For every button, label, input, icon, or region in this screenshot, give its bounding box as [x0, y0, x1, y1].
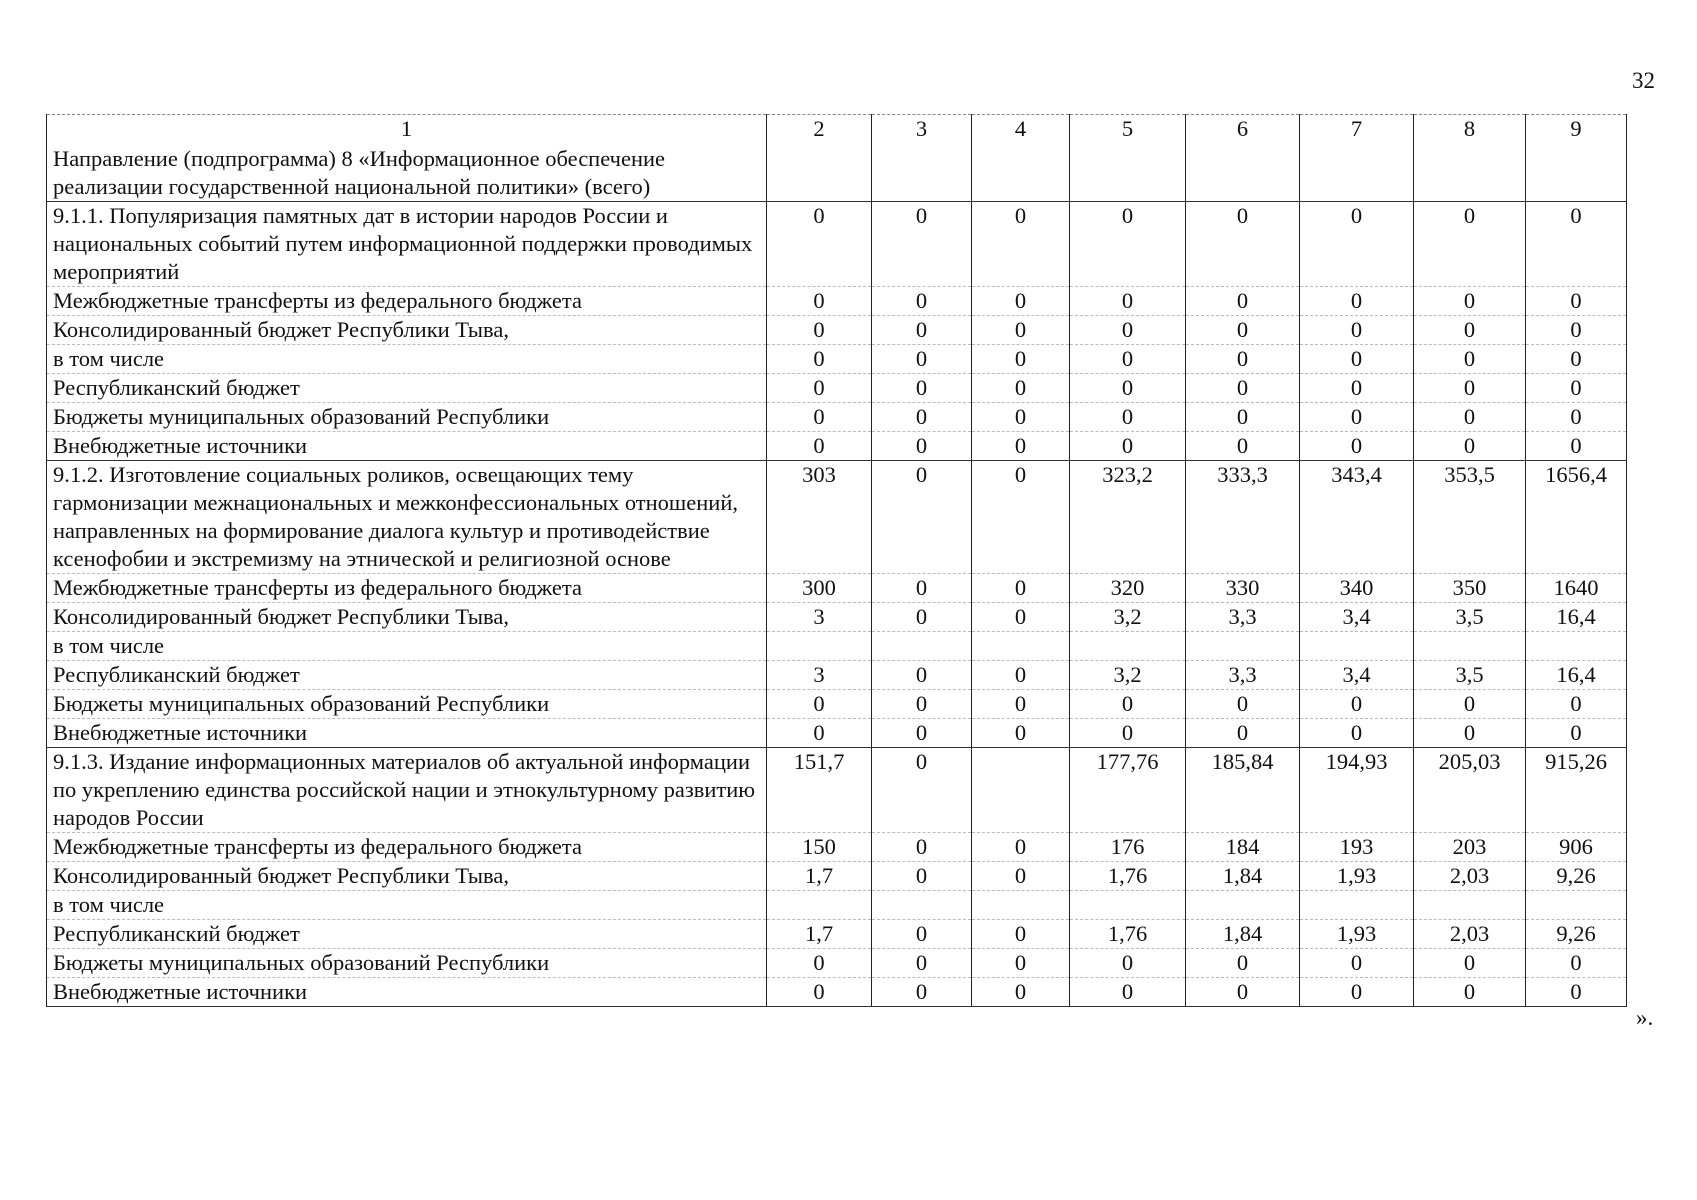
row-value-col-3: 0 [872, 661, 972, 690]
row-label: Направление (подпрограмма) 8 «Информационное обеспечение реализации государственной национальной политики» (всего) [47, 145, 767, 202]
row-label: Бюджеты муниципальных образований Республики [47, 403, 767, 432]
row-value-col-5 [1070, 632, 1186, 661]
row-value-col-2: 0 [767, 202, 872, 287]
row-value-col-4: 0 [972, 316, 1070, 345]
row-value-col-2: 0 [767, 287, 872, 316]
row-value-col-2: 0 [767, 949, 872, 978]
row-value-col-2: 0 [767, 316, 872, 345]
column-header-3: 3 [872, 115, 972, 146]
row-value-col-9: 0 [1526, 403, 1627, 432]
row-value-col-9: 906 [1526, 833, 1627, 862]
row-value-col-5: 0 [1070, 719, 1186, 748]
row-value-col-6: 333,3 [1186, 461, 1300, 574]
row-value-col-7: 193 [1300, 833, 1414, 862]
row-value-col-9 [1526, 632, 1627, 661]
row-value-col-5: 0 [1070, 345, 1186, 374]
row-value-col-8: 350 [1414, 574, 1526, 603]
row-value-col-4: 0 [972, 949, 1070, 978]
row-value-col-3: 0 [872, 574, 972, 603]
row-value-col-7: 0 [1300, 403, 1414, 432]
row-label: 9.1.1. Популяризация памятных дат в истории народов России и национальных событий путем информационной поддержки проводимых мероприятий [47, 202, 767, 287]
row-value-col-7: 194,93 [1300, 748, 1414, 833]
row-value-col-6: 0 [1186, 432, 1300, 461]
row-value-col-4: 0 [972, 461, 1070, 574]
row-value-col-3 [872, 632, 972, 661]
row-value-col-7: 0 [1300, 287, 1414, 316]
row-value-col-2: 0 [767, 719, 872, 748]
row-value-col-5: 0 [1070, 374, 1186, 403]
row-value-col-8: 353,5 [1414, 461, 1526, 574]
row-value-col-9: 1656,4 [1526, 461, 1627, 574]
table-row [47, 316, 1627, 345]
row-value-col-9: 0 [1526, 345, 1627, 374]
row-value-col-3 [872, 145, 972, 202]
row-value-col-4: 0 [972, 574, 1070, 603]
row-label: Внебюджетные источники [47, 432, 767, 461]
row-value-col-8: 0 [1414, 345, 1526, 374]
row-value-col-4: 0 [972, 862, 1070, 891]
row-value-col-7: 0 [1300, 316, 1414, 345]
row-value-col-7: 0 [1300, 202, 1414, 287]
row-label: Консолидированный бюджет Республики Тыва, [47, 862, 767, 891]
row-value-col-6: 330 [1186, 574, 1300, 603]
closing-quote-mark: ». [1636, 1005, 1654, 1030]
row-value-col-4: 0 [972, 202, 1070, 287]
row-value-col-8: 2,03 [1414, 862, 1526, 891]
row-value-col-9: 0 [1526, 978, 1627, 1007]
row-value-col-5: 1,76 [1070, 862, 1186, 891]
row-value-col-3: 0 [872, 345, 972, 374]
column-header-7: 7 [1300, 115, 1414, 146]
row-value-col-2: 0 [767, 432, 872, 461]
row-value-col-9: 0 [1526, 374, 1627, 403]
row-value-col-8: 0 [1414, 316, 1526, 345]
row-label: 9.1.2. Изготовление социальных роликов, освещающих тему гармонизации межнациональных и межконфессиональных отношений, направленных на формирование диалога культур и противодействие ксенофобии и экстремизму на этнической и религиозной основе [47, 461, 767, 574]
row-value-col-9: 0 [1526, 287, 1627, 316]
row-value-col-6: 0 [1186, 949, 1300, 978]
table-header-row [47, 115, 1627, 146]
row-value-col-2: 151,7 [767, 748, 872, 833]
table-row [47, 833, 1627, 862]
row-value-col-6: 0 [1186, 690, 1300, 719]
table-row [47, 661, 1627, 690]
row-value-col-9: 9,26 [1526, 862, 1627, 891]
budget-table [46, 114, 1627, 1007]
row-value-col-5: 0 [1070, 978, 1186, 1007]
row-label: Межбюджетные трансферты из федерального бюджета [47, 833, 767, 862]
table-row [47, 920, 1627, 949]
row-value-col-6: 0 [1186, 287, 1300, 316]
column-header-2: 2 [767, 115, 872, 146]
row-value-col-7: 0 [1300, 345, 1414, 374]
row-value-col-2: 0 [767, 374, 872, 403]
row-label: Внебюджетные источники [47, 719, 767, 748]
row-value-col-7: 1,93 [1300, 862, 1414, 891]
row-value-col-6: 0 [1186, 374, 1300, 403]
row-value-col-8: 0 [1414, 690, 1526, 719]
column-header-6: 6 [1186, 115, 1300, 146]
row-label: Бюджеты муниципальных образований Республики [47, 690, 767, 719]
row-value-col-5: 176 [1070, 833, 1186, 862]
row-value-col-2: 1,7 [767, 920, 872, 949]
row-value-col-6: 0 [1186, 316, 1300, 345]
row-value-col-4: 0 [972, 345, 1070, 374]
row-value-col-6: 0 [1186, 345, 1300, 374]
row-value-col-8: 3,5 [1414, 603, 1526, 632]
row-value-col-8: 3,5 [1414, 661, 1526, 690]
row-value-col-7: 0 [1300, 719, 1414, 748]
column-header-4: 4 [972, 115, 1070, 146]
row-value-col-8: 0 [1414, 287, 1526, 316]
row-value-col-4: 0 [972, 374, 1070, 403]
row-value-col-5: 0 [1070, 202, 1186, 287]
row-value-col-4: 0 [972, 920, 1070, 949]
row-label: в том числе [47, 891, 767, 920]
row-value-col-9: 0 [1526, 432, 1627, 461]
table-row [47, 891, 1627, 920]
row-value-col-5: 0 [1070, 403, 1186, 432]
row-value-col-3 [872, 891, 972, 920]
row-value-col-7 [1300, 891, 1414, 920]
row-label: в том числе [47, 632, 767, 661]
row-label: Бюджеты муниципальных образований Республики [47, 949, 767, 978]
row-value-col-2 [767, 145, 872, 202]
table-row [47, 949, 1627, 978]
row-value-col-5: 3,2 [1070, 603, 1186, 632]
row-value-col-8: 0 [1414, 202, 1526, 287]
row-value-col-8: 0 [1414, 719, 1526, 748]
row-value-col-6: 3,3 [1186, 661, 1300, 690]
row-value-col-3: 0 [872, 690, 972, 719]
table-row [47, 719, 1627, 748]
row-value-col-2: 0 [767, 978, 872, 1007]
column-header-8: 8 [1414, 115, 1526, 146]
row-value-col-8 [1414, 145, 1526, 202]
row-value-col-3: 0 [872, 920, 972, 949]
row-value-col-6 [1186, 891, 1300, 920]
row-value-col-6 [1186, 145, 1300, 202]
row-value-col-7: 0 [1300, 690, 1414, 719]
row-value-col-3: 0 [872, 719, 972, 748]
table-row [47, 403, 1627, 432]
row-label: Межбюджетные трансферты из федерального бюджета [47, 287, 767, 316]
row-value-col-8: 0 [1414, 403, 1526, 432]
row-value-col-7: 0 [1300, 374, 1414, 403]
row-value-col-2 [767, 891, 872, 920]
row-value-col-3: 0 [872, 748, 972, 833]
row-value-col-3: 0 [872, 978, 972, 1007]
row-value-col-2: 300 [767, 574, 872, 603]
row-value-col-5: 323,2 [1070, 461, 1186, 574]
row-value-col-3: 0 [872, 949, 972, 978]
row-value-col-4: 0 [972, 719, 1070, 748]
row-value-col-7: 0 [1300, 949, 1414, 978]
row-value-col-3: 0 [872, 432, 972, 461]
row-value-col-6: 1,84 [1186, 920, 1300, 949]
row-label: Внебюджетные источники [47, 978, 767, 1007]
row-value-col-3: 0 [872, 403, 972, 432]
table-row [47, 145, 1627, 202]
row-value-col-4 [972, 748, 1070, 833]
row-value-col-2: 3 [767, 661, 872, 690]
row-label: Консолидированный бюджет Республики Тыва, [47, 603, 767, 632]
row-value-col-6: 184 [1186, 833, 1300, 862]
column-header-5: 5 [1070, 115, 1186, 146]
row-value-col-2: 150 [767, 833, 872, 862]
row-value-col-7: 343,4 [1300, 461, 1414, 574]
row-value-col-8 [1414, 891, 1526, 920]
column-header-9: 9 [1526, 115, 1627, 146]
row-value-col-4 [972, 632, 1070, 661]
row-value-col-8: 2,03 [1414, 920, 1526, 949]
table-body [47, 145, 1627, 1007]
row-value-col-9 [1526, 145, 1627, 202]
row-value-col-7: 340 [1300, 574, 1414, 603]
row-value-col-3: 0 [872, 461, 972, 574]
row-value-col-9: 9,26 [1526, 920, 1627, 949]
row-value-col-5: 3,2 [1070, 661, 1186, 690]
row-value-col-3: 0 [872, 833, 972, 862]
row-value-col-8: 205,03 [1414, 748, 1526, 833]
row-value-col-5: 177,76 [1070, 748, 1186, 833]
row-value-col-5: 0 [1070, 949, 1186, 978]
row-value-col-4: 0 [972, 978, 1070, 1007]
table-row [47, 432, 1627, 461]
row-value-col-2: 3 [767, 603, 872, 632]
row-value-col-6: 3,3 [1186, 603, 1300, 632]
column-header-1: 1 [47, 115, 767, 146]
row-value-col-9: 1640 [1526, 574, 1627, 603]
row-value-col-2: 0 [767, 345, 872, 374]
table-row [47, 690, 1627, 719]
row-value-col-9: 915,26 [1526, 748, 1627, 833]
row-label: Консолидированный бюджет Республики Тыва, [47, 316, 767, 345]
row-label: 9.1.3. Издание информационных материалов об актуальной информации по укреплению единства российской нации и этнокультурному развитию народов России [47, 748, 767, 833]
row-value-col-2: 303 [767, 461, 872, 574]
row-value-col-8: 0 [1414, 374, 1526, 403]
table-row [47, 461, 1627, 574]
row-value-col-7 [1300, 145, 1414, 202]
row-value-col-5: 0 [1070, 690, 1186, 719]
row-value-col-4: 0 [972, 661, 1070, 690]
row-value-col-7: 3,4 [1300, 661, 1414, 690]
table-row [47, 603, 1627, 632]
row-value-col-9: 0 [1526, 719, 1627, 748]
table-row [47, 287, 1627, 316]
row-value-col-4: 0 [972, 603, 1070, 632]
table-row [47, 345, 1627, 374]
row-label: Республиканский бюджет [47, 374, 767, 403]
row-value-col-9: 0 [1526, 316, 1627, 345]
row-value-col-8: 0 [1414, 432, 1526, 461]
row-value-col-5 [1070, 891, 1186, 920]
table-row [47, 748, 1627, 833]
row-value-col-5: 1,76 [1070, 920, 1186, 949]
row-value-col-5: 0 [1070, 316, 1186, 345]
row-value-col-7: 1,93 [1300, 920, 1414, 949]
row-value-col-4 [972, 145, 1070, 202]
row-value-col-4: 0 [972, 690, 1070, 719]
row-value-col-8: 0 [1414, 978, 1526, 1007]
row-value-col-5: 0 [1070, 287, 1186, 316]
row-value-col-3: 0 [872, 202, 972, 287]
row-value-col-4 [972, 891, 1070, 920]
row-value-col-2 [767, 632, 872, 661]
row-value-col-6: 0 [1186, 202, 1300, 287]
row-value-col-6 [1186, 632, 1300, 661]
row-value-col-9: 0 [1526, 690, 1627, 719]
row-value-col-7: 0 [1300, 432, 1414, 461]
table-row [47, 978, 1627, 1007]
row-value-col-4: 0 [972, 833, 1070, 862]
budget-table-container [46, 114, 1627, 1007]
row-value-col-3: 0 [872, 287, 972, 316]
row-value-col-9: 0 [1526, 202, 1627, 287]
table-row [47, 374, 1627, 403]
row-value-col-4: 0 [972, 403, 1070, 432]
row-value-col-8: 203 [1414, 833, 1526, 862]
table-row [47, 202, 1627, 287]
row-value-col-8: 0 [1414, 949, 1526, 978]
row-value-col-3: 0 [872, 316, 972, 345]
row-value-col-3: 0 [872, 862, 972, 891]
row-label: в том числе [47, 345, 767, 374]
row-value-col-5 [1070, 145, 1186, 202]
row-value-col-3: 0 [872, 374, 972, 403]
row-value-col-9: 0 [1526, 949, 1627, 978]
row-value-col-7 [1300, 632, 1414, 661]
table-row [47, 632, 1627, 661]
row-value-col-6: 185,84 [1186, 748, 1300, 833]
row-value-col-3: 0 [872, 603, 972, 632]
row-value-col-7: 3,4 [1300, 603, 1414, 632]
row-value-col-2: 1,7 [767, 862, 872, 891]
row-label: Межбюджетные трансферты из федерального бюджета [47, 574, 767, 603]
row-label: Республиканский бюджет [47, 661, 767, 690]
row-value-col-5: 320 [1070, 574, 1186, 603]
row-value-col-9: 16,4 [1526, 661, 1627, 690]
row-value-col-5: 0 [1070, 432, 1186, 461]
row-value-col-6: 0 [1186, 978, 1300, 1007]
row-value-col-2: 0 [767, 403, 872, 432]
row-value-col-6: 1,84 [1186, 862, 1300, 891]
row-value-col-4: 0 [972, 287, 1070, 316]
row-value-col-9 [1526, 891, 1627, 920]
row-value-col-6: 0 [1186, 719, 1300, 748]
row-label: Республиканский бюджет [47, 920, 767, 949]
table-row [47, 862, 1627, 891]
row-value-col-9: 16,4 [1526, 603, 1627, 632]
row-value-col-6: 0 [1186, 403, 1300, 432]
table-row [47, 574, 1627, 603]
row-value-col-2: 0 [767, 690, 872, 719]
row-value-col-8 [1414, 632, 1526, 661]
page-number: 32 [1632, 68, 1655, 93]
row-value-col-7: 0 [1300, 978, 1414, 1007]
row-value-col-4: 0 [972, 432, 1070, 461]
